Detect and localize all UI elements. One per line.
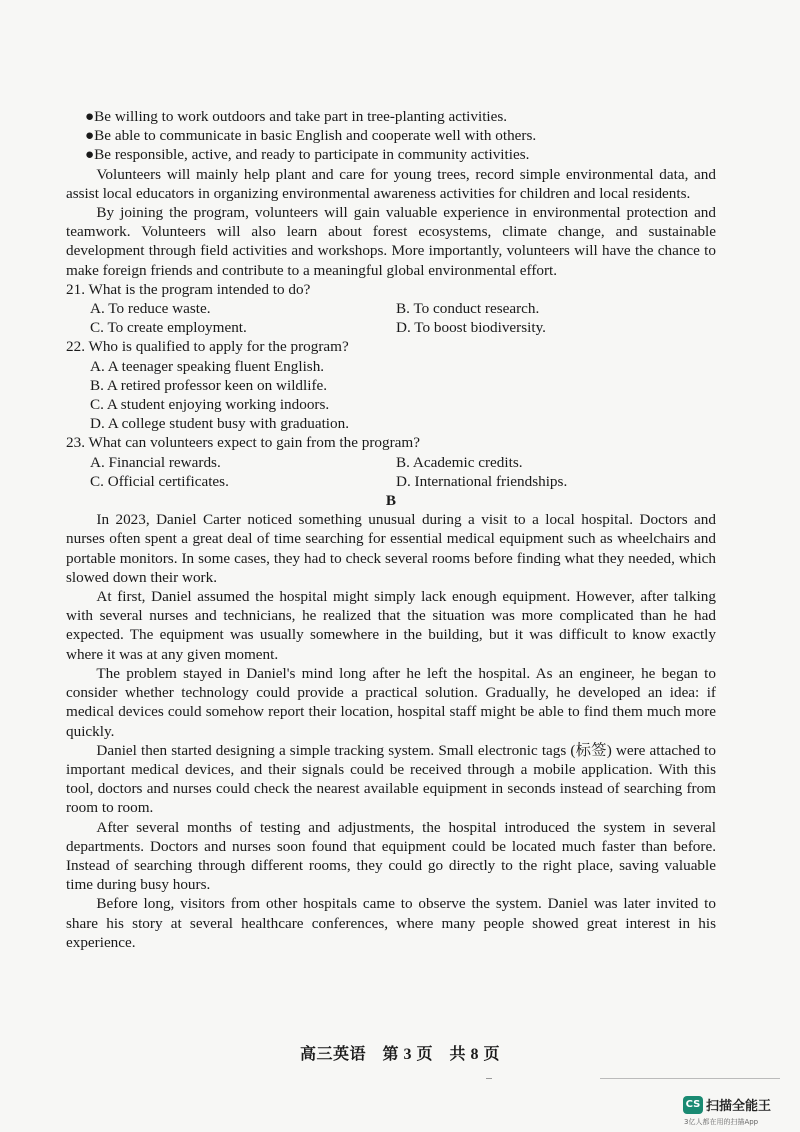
scan-mark — [486, 1078, 492, 1079]
option-c: C. Official certificates. — [90, 472, 229, 490]
question-23-options-row-1 — [66, 453, 716, 472]
requirement-bullet: ●Be able to communicate in basic English and cooperate well with others. — [85, 127, 537, 145]
passage-b-paragraph: Daniel then started designing a simple tracking system. Small electronic tags (标签) were attached to important medical devices, and their signals could be received through a mobile application. With this tool, doctors and nurses could check the nearest available equipment in seconds instead of searching from room to room. — [66, 741, 716, 817]
camscanner-logo-icon: CS — [683, 1096, 703, 1114]
watermark-subtitle: 3亿人都在用的扫描App — [684, 1118, 759, 1126]
option-c: C. To create employment. — [90, 319, 247, 337]
divider — [600, 1078, 780, 1079]
option-d: D. A college student busy with graduation. — [90, 415, 349, 433]
passage-b-paragraph: The problem stayed in Daniel's mind long after he left the hospital. As an engineer, he began to consider whether technology could provide a practical solution. Gradually, he developed an idea: if medical devices could somehow report their location, hospital staff might be able to find them much more quickly. — [66, 664, 716, 740]
option-c: C. A student enjoying working indoors. — [90, 396, 330, 414]
watermark-name: 扫描全能王 — [706, 1099, 772, 1114]
passage-b-paragraph: Before long, visitors from other hospitals came to observe the system. Daniel was later invited to share his story at several healthcare conferences, where many people showed great interest in his experience. — [66, 895, 716, 951]
option-a: A. To reduce waste. — [90, 300, 211, 318]
passage-a-paragraph: By joining the program, volunteers will gain valuable experience in environmental protection and teamwork. Volunteers will also learn about forest ecosystems, climate change, and sustainable development through field activities and workshops. More importantly, volunteers will have the chance to make foreign friends and contribute to a meaningful global environmental effort. — [66, 204, 716, 279]
question-21-options-row-2 — [66, 318, 716, 337]
section-heading: B — [385, 492, 397, 510]
option-b: B. A retired professor keen on wildlife. — [90, 376, 328, 394]
question-21-stem: 21. What is the program intended to do? — [66, 280, 311, 298]
option-a: A. Financial rewards. — [90, 453, 221, 471]
option-d: D. To boost biodiversity. — [396, 319, 546, 337]
question-21-options-row-1 — [66, 299, 716, 318]
requirement-bullet: ●Be responsible, active, and ready to participate in community activities. — [85, 146, 530, 164]
option-a: A. A teenager speaking fluent English. — [90, 357, 325, 375]
question-22-stem: 22. Who is qualified to apply for the program? — [66, 338, 349, 356]
option-d: D. International friendships. — [396, 472, 568, 490]
page-footer: 高三英语 第 3 页 共 8 页 — [299, 1046, 500, 1063]
question-23-stem: 23. What can volunteers expect to gain from the program? — [66, 434, 420, 452]
option-b: B. Academic credits. — [396, 453, 523, 471]
passage-b-paragraph: At first, Daniel assumed the hospital might simply lack enough equipment. However, after talking with several nurses and technicians, he realized that the situation was more complicated than he had expected. The equipment was usually somewhere in the building, but it was difficult to know exactly where it was at any given moment. — [66, 588, 716, 663]
passage-b-paragraph: In 2023, Daniel Carter noticed something unusual during a visit to a local hospital. Doctors and nurses often spent a great deal of time searching for essential medical equipment such as wheelchairs and portable monitors. In some cases, they had to check several rooms before finding what they needed, which slowed down their work. — [66, 511, 716, 586]
passage-a-paragraph: Volunteers will mainly help plant and care for young trees, record simple environmental data, and assist local educators in organizing environmental awareness activities for children and local residents. — [66, 165, 716, 202]
option-b: B. To conduct research. — [396, 300, 540, 318]
page-content — [66, 107, 716, 952]
requirement-bullet: ●Be willing to work outdoors and take part in tree-planting activities. — [85, 108, 508, 125]
scanner-watermark — [683, 1095, 771, 1114]
question-23-options-row-2 — [66, 472, 716, 491]
passage-b-paragraph: After several months of testing and adjustments, the hospital introduced the system in several departments. Doctors and nurses soon found that equipment could be located much faster than before. Instead of searching through different rooms, they could go directly to the right place, saving valuable time during busy hours. — [66, 818, 716, 894]
